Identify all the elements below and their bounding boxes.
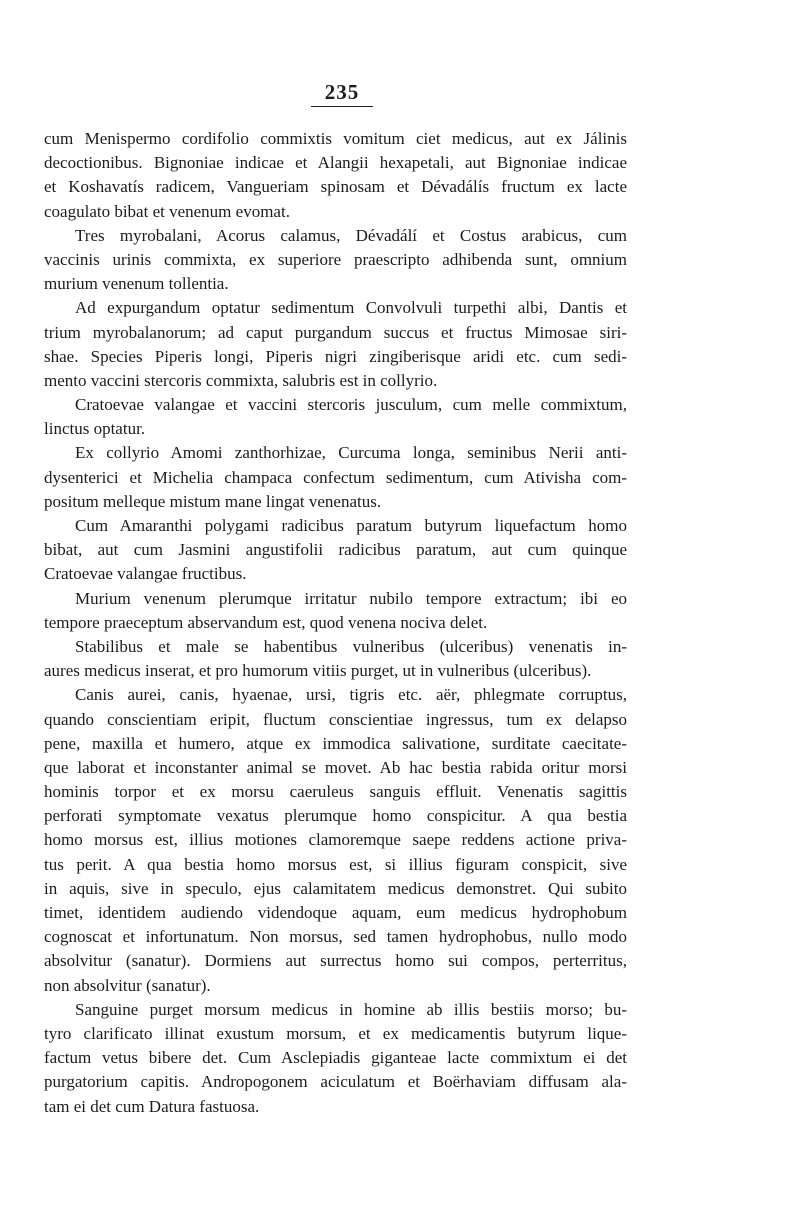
text-line: Ad expurgandum optatur sedimentum Convolvuli turpethi albi, Dantis et <box>75 298 627 318</box>
text-line: non absolvitur (sanatur). <box>44 975 211 995</box>
text-line: tam ei det cum Datura fastuosa. <box>44 1096 260 1116</box>
text-line: decoctionibus. Bignoniae indicae et Alangii hexapetali, aut Bignoniae indicae <box>44 153 627 173</box>
text-line: et Koshavatís radicem, Vangueriam spinosam et Dévadálís fructum ex lacte <box>44 177 627 197</box>
text-line: quando conscientiam eripit, fluctum conscientiae ingressus, tum ex delapso <box>44 709 627 729</box>
body-text <box>44 127 627 1119</box>
text-line: shae. Species Piperis longi, Piperis nigri zingiberisque aridi etc. cum sedi- <box>44 346 627 366</box>
text-line: Murium venenum plerumque irritatur nubilo tempore extractum; ibi eo <box>75 588 627 608</box>
text-line: aures medicus inserat, et pro humorum vitiis purget, ut in vulneribus (ulceribus). <box>44 661 592 681</box>
text-line: Cratoevae valangae fructibus. <box>44 564 247 584</box>
text-line: murium venenum tollentia. <box>44 274 229 294</box>
text-line: coagulato bibat et venenum evomat. <box>44 201 290 221</box>
text-line: bibat, aut cum Jasmini angustifolii radicibus paratum, aut cum quinque <box>44 540 627 560</box>
text-line: hominis torpor et ex morsu caeruleus sanguis effluit. Venenatis sagittis <box>44 782 627 802</box>
text-line: tus perit. A qua bestia homo morsus est, si illius figuram conspicit, sive <box>44 854 627 874</box>
text-line: factum vetus bibere det. Cum Asclepiadis giganteae lacte commixtum ei det <box>44 1048 627 1068</box>
text-line: cognoscat et infortunatum. Non morsus, sed tamen hydrophobus, nullo modo <box>44 927 627 947</box>
text-line: homo morsus est, illius motiones clamoremque saepe reddens actione priva- <box>44 830 627 850</box>
text-line: timet, identidem audiendo videndoque aquam, eum medicus hydrophobum <box>44 903 627 922</box>
text-line: Tres myrobalani, Acorus calamus, Dévadálí et Costus arabicus, cum <box>75 225 627 245</box>
text-line: que laborat et inconstanter animal se movet. Ab hac bestia rabida oritur morsi <box>44 757 627 777</box>
text-line: purgatorium capitis. Andropogonem aciculatum et Boërhaviam diffusam ala- <box>44 1072 627 1092</box>
text-line: Canis aurei, canis, hyaenae, ursi, tigris etc. aër, phlegmate corruptus, <box>75 685 627 705</box>
text-line: Ex collyrio Amomi zanthorhizae, Curcuma longa, seminibus Nerii anti- <box>75 443 627 463</box>
text-line: absolvitur (sanatur). Dormiens aut surrectus homo sui compos, perterritus, <box>44 951 627 971</box>
text-line: dysenterici et Michelia champaca confectum sedimentum, cum Ativisha com- <box>44 467 627 487</box>
text-line: cum Menispermo cordifolio commixtis vomitum ciet medicus, aut ex Jálinis <box>44 129 627 148</box>
text-line: Cratoevae valangae et vaccini stercoris jusculum, cum melle commixtum, <box>75 395 627 415</box>
text-line: Sanguine purget morsum medicus in homine ab illis bestiis morso; bu- <box>75 999 627 1019</box>
page-number-rule <box>311 106 373 107</box>
text-line: perforati symptomate vexatus plerumque homo conspicitur. A qua bestia <box>44 806 627 826</box>
text-line: pene, maxilla et humero, atque ex immodica salivatione, surditate caecitate- <box>44 733 627 753</box>
text-line: in aquis, sive in speculo, ejus calamitatem medicus demonstret. Qui subito <box>44 878 627 898</box>
text-line: mento vaccini stercoris commixta, salubris est in collyrio. <box>44 370 438 390</box>
text-line: tempore praeceptum abservandum est, quod venena nociva delet. <box>44 612 488 632</box>
text-line: Cum Amaranthi polygami radicibus paratum butyrum liquefactum homo <box>75 516 627 535</box>
text-line: positum melleque mistum mane lingat venenatus. <box>44 491 382 511</box>
text-line: Stabilibus et male se habentibus vulneribus (ulceribus) venenatis in- <box>75 636 627 656</box>
text-line: vaccinis urinis commixta, ex superiore praescripto adhibenda sunt, omnium <box>44 249 627 269</box>
text-line: linctus optatur. <box>44 419 146 439</box>
page-number: 235 <box>324 80 360 104</box>
text-line: trium myrobalanorum; ad caput purgandum succus et fructus Mimosae siri- <box>44 322 627 342</box>
text-line: tyro clarificato illinat exustum morsum, et ex medicamentis butyrum lique- <box>44 1023 627 1043</box>
